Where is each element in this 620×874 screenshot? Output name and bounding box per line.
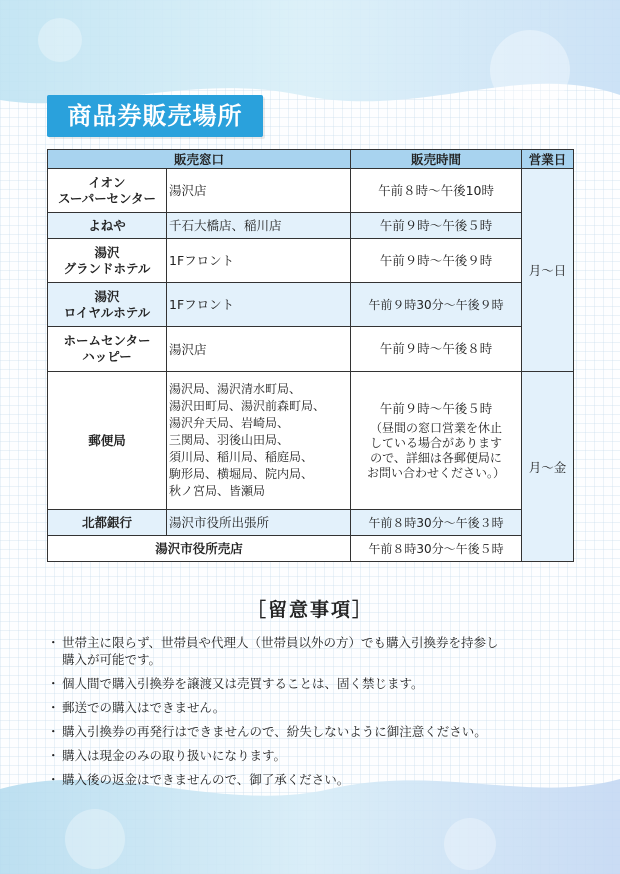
row-name: 湯沢 ロイヤルホテル: [48, 283, 167, 327]
table-row: [48, 372, 574, 510]
table-row: [48, 213, 574, 239]
row-name: 湯沢 グランドホテル: [48, 239, 167, 283]
header-counter: 販売窓口: [48, 150, 351, 169]
row-name: ホームセンター ハッピー: [48, 327, 167, 372]
row-hours: 午前９時～午後５時: [351, 213, 522, 239]
list-item: ・ 購入は現金のみの取り扱いになります。: [50, 747, 580, 764]
row-name: 北都銀行: [48, 510, 167, 536]
row-hours: 午前９時～午後９時: [351, 239, 522, 283]
row-hours: 午前８時～午後10時: [351, 169, 522, 213]
row-branch: 湯沢店: [167, 327, 351, 372]
table-row: [48, 510, 574, 536]
table-row: [48, 283, 574, 327]
notes-list: [50, 634, 580, 795]
list-item: ・ 郵送での購入はできません。: [50, 699, 580, 716]
list-item: ・ 購入引換券の再発行はできませんので、紛失しないように御注意ください。: [50, 723, 580, 740]
page-title: 商品券販売場所: [67, 102, 243, 130]
table-row: [48, 536, 574, 562]
row-hours-note: （昼間の窓口営業を休止 している場合があります ので、詳細は各郵便局に お問い合わせください。）: [367, 420, 506, 480]
row-branch: 湯沢市役所出張所: [167, 510, 351, 536]
row-branch: 千石大橋店、稲川店: [167, 213, 351, 239]
row-hours-cell: [351, 372, 522, 510]
table-row: [48, 239, 574, 283]
sales-locations-table: [47, 149, 574, 562]
header-days: 営業日: [522, 150, 574, 169]
notes-title: ［留意事項］: [246, 599, 373, 621]
table-row: [48, 327, 574, 372]
days-group-2: 月～金: [522, 372, 574, 562]
row-hours: 午前８時30分～午後５時: [351, 536, 522, 562]
row-name: イオン スーパーセンター: [48, 169, 167, 213]
row-hours: 午前８時30分～午後３時: [351, 510, 522, 536]
row-name: よねや: [48, 213, 167, 239]
row-branch: 湯沢店: [167, 169, 351, 213]
row-name: 湯沢市役所売店: [48, 536, 351, 562]
row-name: 郵便局: [48, 372, 167, 510]
list-item: ・ 世帯主に限らず、世帯員や代理人（世帯員以外の方）でも購入引換券を持参し 購入が可能です。: [50, 634, 580, 668]
list-item: ・ 個人間で購入引換券を譲渡又は売買することは、固く禁じます。: [50, 675, 580, 692]
row-hours: 午前９時～午後５時: [379, 400, 493, 416]
row-branch: 1Fフロント: [167, 283, 351, 327]
row-hours: 午前９時30分～午後９時: [351, 283, 522, 327]
header-hours: 販売時間: [351, 150, 522, 169]
row-hours: 午前９時～午後８時: [351, 327, 522, 372]
list-item: ・ 購入後の返金はできませんので、御了承ください。: [50, 771, 580, 788]
table-header-row: [48, 150, 574, 169]
row-branch: 湯沢局、湯沢清水町局、 湯沢田町局、湯沢前森町局、 湯沢弁天局、岩崎局、 三関局、羽後山田局、 須川局、稲川局、稲庭局、 駒形局、横堀局、院内局、 秋ノ宮局、皆瀬局: [167, 372, 351, 510]
days-group-1: 月～日: [522, 169, 574, 372]
table-row: [48, 169, 574, 213]
row-branch: 1Fフロント: [167, 239, 351, 283]
